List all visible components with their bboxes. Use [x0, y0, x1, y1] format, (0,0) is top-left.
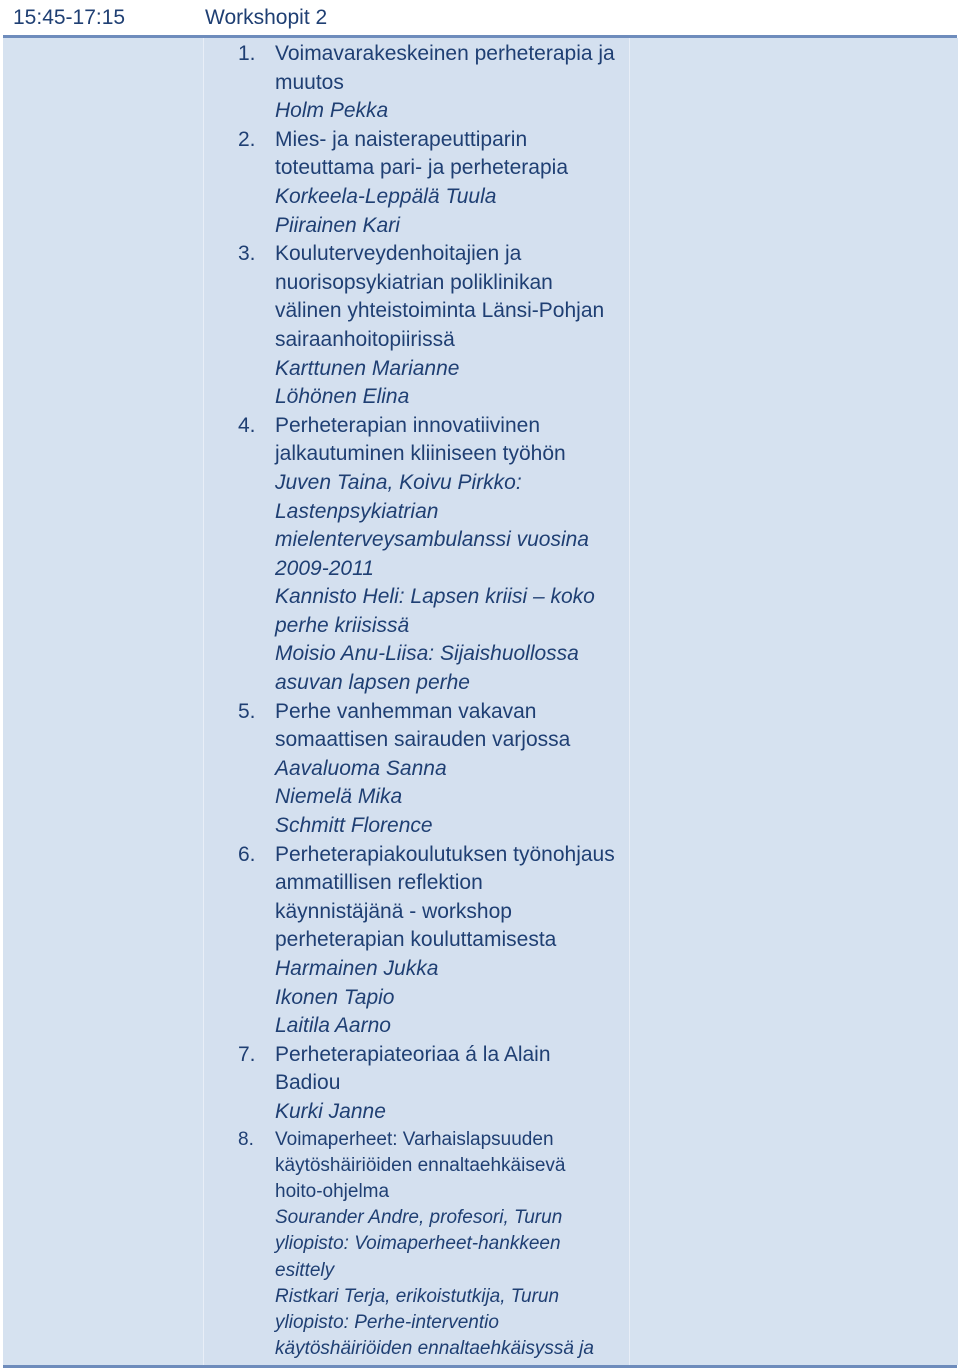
- table-bottom-border: [3, 1365, 957, 1368]
- workshop-presenter-line: Kurki Janne: [275, 1099, 386, 1123]
- workshop-presenter-line: Schmitt Florence: [275, 814, 433, 838]
- workshop-title-line: muutos: [275, 70, 344, 94]
- workshop-presenter-line: 2009-2011: [275, 556, 374, 580]
- workshop-item: [205, 841, 629, 1041]
- workshop-item: [205, 240, 629, 412]
- workshop-presenter-line: Piirainen Kari: [275, 213, 400, 237]
- workshop-title-line: välinen yhteistoiminta Länsi-Pohjan: [275, 299, 605, 323]
- workshop-item: [205, 40, 629, 126]
- workshop-title-line: hoito-ohjelma: [275, 1180, 390, 1202]
- workshop-item: [205, 1127, 629, 1363]
- session-title: Workshopit 2: [205, 6, 328, 29]
- workshop-presenter-line: Juven Taina, Koivu Pirkko:: [275, 470, 522, 494]
- workshop-title-line: nuorisopsykiatrian poliklinikan: [275, 270, 553, 294]
- workshop-title-line: jalkautuminen kliiniseen työhön: [275, 442, 566, 466]
- workshop-title-line: sairaanhoitopiirissä: [275, 327, 455, 351]
- workshop-list: [205, 40, 629, 1362]
- workshop-number: 1.: [238, 42, 256, 65]
- workshop-presenter-line: Karttunen Marianne: [275, 356, 460, 380]
- table-top-border: [3, 35, 957, 38]
- workshop-item: [205, 1041, 629, 1127]
- workshop-presenter-line: Niemelä Mika: [275, 785, 403, 809]
- workshop-title-line: käynnistäjänä - workshop: [275, 899, 512, 923]
- workshop-title-line: Perheterapiakoulutuksen työnohjaus: [275, 842, 615, 866]
- workshop-number: 7.: [238, 1042, 256, 1066]
- workshop-presenter-line: Sourander Andre, profesori, Turun: [275, 1207, 563, 1229]
- workshop-title-line: Mies- ja naisterapeuttiparin: [275, 127, 528, 151]
- workshop-number: 5.: [238, 699, 256, 723]
- workshop-presenter-line: Moisio Anu-Liisa: Sijaishuollossa: [275, 642, 579, 666]
- workshop-presenter-line: mielenterveysambulanssi vuosina: [275, 528, 589, 552]
- workshop-presenter-line: Ristkari Terja, erikoistutkija, Turun: [275, 1285, 560, 1307]
- table-right-column: [629, 38, 958, 1365]
- workshop-presenter-line: Ikonen Tapio: [275, 985, 395, 1009]
- workshop-number: 4.: [238, 413, 256, 437]
- workshop-presenter-line: Lastenpsykiatrian: [275, 499, 439, 523]
- workshop-presenter-line: Harmainen Jukka: [275, 957, 439, 980]
- workshop-presenter-line: Kannisto Heli: Lapsen kriisi – koko: [275, 585, 595, 609]
- workshop-title-line: toteuttama pari- ja perheterapia: [275, 156, 569, 180]
- workshop-presenter-line: esittely: [275, 1259, 335, 1281]
- workshop-presenter-line: asuvan lapsen perhe: [275, 671, 470, 695]
- workshop-title-line: käytöshäiriöiden ennaltaehkäisevä: [275, 1154, 566, 1176]
- workshop-presenter-line: Löhönen Elina: [275, 385, 410, 409]
- workshop-presenter-line: Laitila Aarno: [275, 1014, 391, 1038]
- workshop-presenter-line: perhe kriisissä: [275, 613, 410, 637]
- workshop-presenter-line: yliopisto: Perhe-interventio: [275, 1311, 499, 1333]
- workshop-presenter-line: Aavaluoma Sanna: [275, 756, 447, 780]
- workshop-presenter-line: yliopisto: Voimaperheet-hankkeen: [275, 1233, 561, 1255]
- workshop-title-line: Kouluterveydenhoitajien ja: [275, 242, 522, 266]
- workshop-title-line: Badiou: [275, 1071, 341, 1095]
- table-left-column: [3, 38, 204, 1365]
- workshop-number: 2.: [238, 127, 256, 151]
- workshop-title-line: Voimavarakeskeinen perheterapia ja: [275, 42, 615, 65]
- session-time: 15:45-17:15: [13, 6, 126, 29]
- workshop-item: [205, 698, 629, 841]
- workshop-presenter-line: käytöshäiriöiden ennaltaehkäisyssä ja: [275, 1338, 594, 1360]
- workshop-title-line: Voimaperheet: Varhaislapsuuden: [275, 1128, 554, 1150]
- workshop-title-line: Perhe vanhemman vakavan: [275, 699, 537, 723]
- workshop-title-line: Perheterapiateoriaa á la Alain: [275, 1042, 551, 1066]
- workshop-number: 8.: [238, 1128, 254, 1150]
- workshop-title-line: perheterapian kouluttamisesta: [275, 928, 557, 952]
- workshop-number: 6.: [238, 842, 256, 866]
- workshop-item: [205, 126, 629, 240]
- workshop-presenter-line: Korkeela-Leppälä Tuula: [275, 184, 497, 208]
- workshop-title-line: ammatillisen reflektion: [275, 871, 483, 895]
- workshop-title-line: somaattisen sairauden varjossa: [275, 728, 571, 752]
- workshop-title-line: Perheterapian innovatiivinen: [275, 413, 541, 437]
- workshop-number: 3.: [238, 242, 256, 266]
- workshop-presenter-line: Holm Pekka: [275, 99, 389, 123]
- workshop-item: [205, 412, 629, 698]
